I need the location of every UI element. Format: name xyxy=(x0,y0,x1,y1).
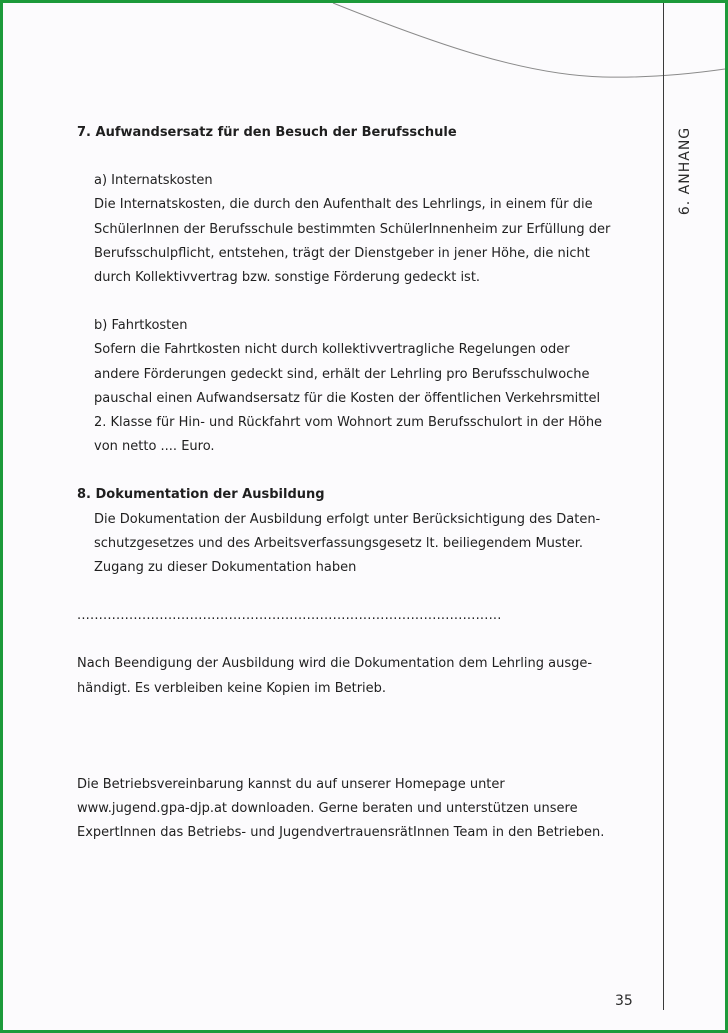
closing-line: ExpertInnen das Betriebs- und JugendvertrauensrätInnen Team in den Betrieben. xyxy=(77,825,605,841)
vertical-rule xyxy=(663,3,664,1010)
document-page xyxy=(3,3,725,1030)
section-7b-line: andere Förderungen gedeckt sind, erhält der Lehrling pro Berufsschulwoche xyxy=(94,366,590,382)
section-7a-title: a) Internatskosten xyxy=(94,173,213,189)
section-7a xyxy=(77,169,637,290)
closing-line: Die Betriebsvereinbarung kannst du auf unserer Homepage unter xyxy=(77,776,505,792)
section-7-heading: 7. Aufwandsersatz für den Besuch der Berufsschule xyxy=(77,125,457,140)
fill-in-dotted-line: .................................................................................................. xyxy=(77,608,502,624)
handover-line: Nach Beendigung der Ausbildung wird die Dokumentation dem Lehrling ausge- xyxy=(77,656,593,672)
section-8-heading: 8. Dokumentation der Ausbildung xyxy=(77,487,325,503)
section-8-line: Die Dokumentation der Ausbildung erfolgt unter Berücksichtigung des Daten- xyxy=(94,511,601,527)
section-8-line: schutzgesetzes und des Arbeitsverfassungsgesetz lt. beiliegendem Muster. xyxy=(94,535,584,551)
section-7b-title: b) Fahrtkosten xyxy=(94,318,188,334)
section-7b-line: von netto .... Euro. xyxy=(94,439,215,455)
page-number: 35 xyxy=(615,993,633,1009)
section-7a-line: SchülerInnen der Berufsschule bestimmten SchülerInnenheim zur Erfüllung der xyxy=(94,221,611,237)
section-7b xyxy=(77,314,637,459)
handover-line: händigt. Es verbleiben keine Kopien im Betrieb. xyxy=(77,680,387,696)
chapter-label: 6. ANHANG xyxy=(677,126,693,216)
section-7a-line: Berufsschulpflicht, entstehen, trägt der Dienstgeber in jener Höhe, die nicht xyxy=(94,245,590,261)
closing-line: www.jugend.gpa-djp.at downloaden. Gerne beraten und unterstützen unsere xyxy=(77,801,578,817)
section-8-line: Zugang zu dieser Dokumentation haben xyxy=(94,560,357,576)
section-7a-line: durch Kollektivvertrag bzw. sonstige Förderung gedeckt ist. xyxy=(94,270,481,286)
section-8-body xyxy=(77,508,637,581)
decorative-curve xyxy=(3,3,725,93)
section-7b-line: pauschal einen Aufwandsersatz für die Kosten der öffentlichen Verkehrsmittel xyxy=(94,390,601,406)
main-content xyxy=(77,121,637,845)
section-7b-line: 2. Klasse für Hin- und Rückfahrt vom Wohnort zum Berufsschulort in der Höhe xyxy=(94,415,603,431)
section-7a-line: Die Internatskosten, die durch den Aufenthalt des Lehrlings, in einem für die xyxy=(94,197,593,213)
section-7b-line: Sofern die Fahrtkosten nicht durch kollektivvertragliche Regelungen oder xyxy=(94,342,570,358)
